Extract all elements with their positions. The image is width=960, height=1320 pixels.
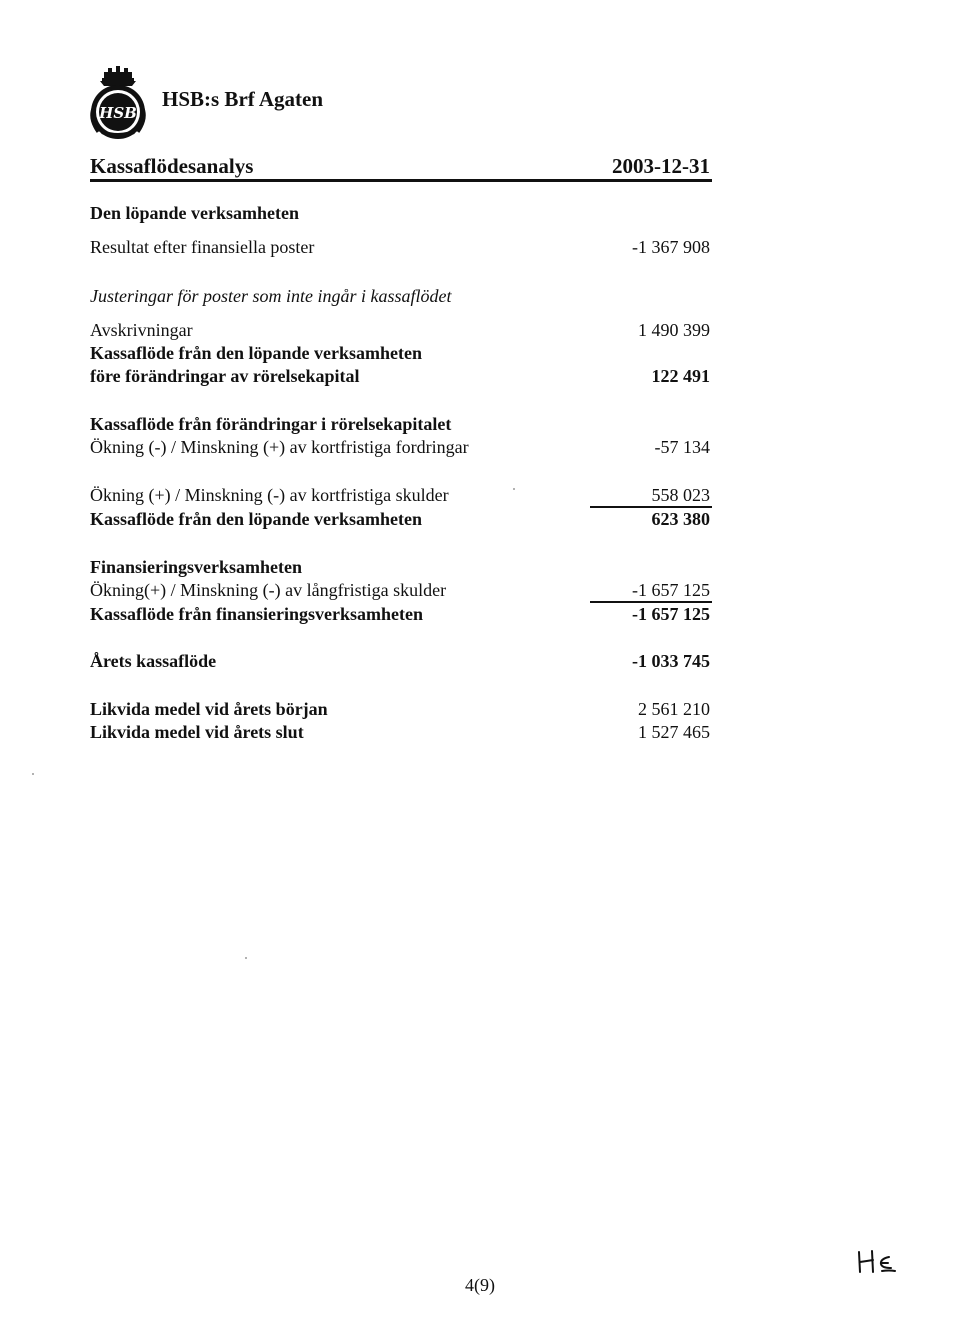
table-row [90, 602, 712, 626]
row-value: -57 134 [654, 437, 710, 457]
row-label: Den löpande verksamheten [90, 203, 300, 223]
organization-name: HSB:s Brf Agaten [162, 87, 324, 111]
row-value: 558 023 [651, 485, 710, 505]
row-label: Likvida medel vid årets slut [90, 722, 304, 742]
table-row [90, 235, 712, 259]
table-row [90, 435, 712, 459]
row-value: 122 491 [651, 366, 710, 386]
table-row [90, 483, 712, 507]
row-label: Kassaflöde från finansieringsverksamheten [90, 604, 423, 624]
row-value: -1 657 125 [632, 580, 710, 600]
table-row [90, 364, 712, 388]
row-value: 1 490 399 [638, 320, 710, 340]
row-value: 2 561 210 [638, 699, 710, 719]
row-label: Kassaflöde från den löpande verksamheten [90, 343, 423, 363]
row-label: Kassaflöde från förändringar i rörelsekapitalet [90, 414, 452, 434]
row-label: Avskrivningar [90, 320, 193, 340]
row-value: 1 527 465 [638, 722, 710, 742]
row-value: -1 657 125 [632, 604, 710, 624]
table-row [90, 578, 712, 602]
row-value: -1 367 908 [632, 237, 710, 257]
row-label: Likvida medel vid årets början [90, 699, 328, 719]
row-label: före förändringar av rörelsekapital [90, 366, 360, 386]
table-row [90, 507, 712, 531]
row-label: Resultat efter finansiella poster [90, 237, 315, 257]
section-heading-operations [90, 201, 712, 225]
row-label: Årets kassaflöde [90, 651, 217, 671]
table-row [90, 318, 712, 342]
page-title: Kassaflödesanalys [90, 154, 254, 178]
adjustments-heading [90, 284, 712, 308]
page-number: 4(9) [465, 1275, 495, 1295]
section-heading-working-capital [90, 412, 712, 436]
section-heading-financing [90, 555, 712, 579]
row-label: Finansieringsverksamheten [90, 557, 303, 577]
scan-speck [513, 488, 515, 490]
row-value: -1 033 745 [632, 651, 710, 671]
row-value: 623 380 [651, 509, 710, 529]
hsb-logo [80, 66, 156, 142]
row-label: Ökning (-) / Minskning (+) av kortfristiga fordringar [90, 437, 469, 457]
row-label: Justeringar för poster som inte ingår i kassaflödet [90, 286, 452, 306]
table-row [90, 341, 712, 365]
scan-speck [32, 773, 34, 775]
svg-text:HSB: HSB [99, 104, 137, 122]
report-date: 2003-12-31 [612, 154, 710, 178]
title-rule [90, 179, 712, 182]
handwritten-initials [855, 1248, 905, 1274]
table-row [90, 649, 712, 673]
row-label: Kassaflöde från den löpande verksamheten [90, 509, 423, 529]
table-row [90, 697, 712, 721]
scan-speck [245, 957, 247, 959]
table-row [90, 720, 712, 744]
row-label: Ökning (+) / Minskning (-) av kortfristiga skulder [90, 485, 449, 505]
row-label: Ökning(+) / Minskning (-) av långfristiga skulder [90, 580, 447, 600]
